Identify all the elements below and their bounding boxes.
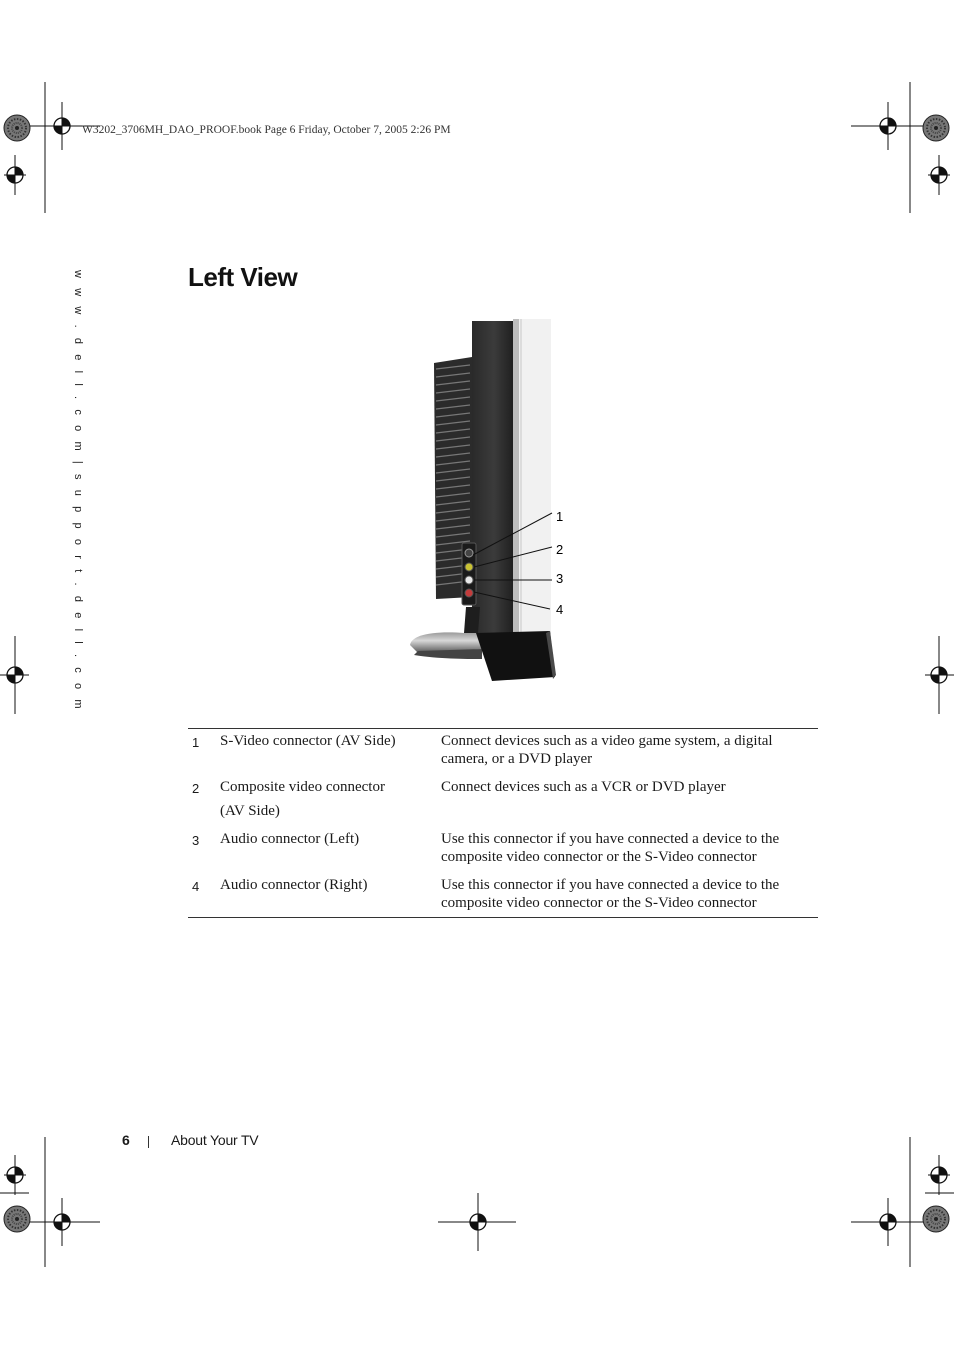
connector-name-line2: (AV Side)	[220, 803, 280, 819]
footer-section-title: About Your TV	[171, 1132, 259, 1148]
row-number: 1	[192, 735, 200, 750]
connector-name-cell	[220, 775, 441, 827]
callout-4: 4	[556, 602, 564, 617]
connector-name: S-Video connector (AV Side)	[220, 733, 396, 749]
proof-header: W3202_3706MH_DAO_PROOF.book Page 6 Friday, October 7, 2005 2:26 PM	[82, 124, 451, 136]
callout-2: 2	[556, 542, 564, 557]
connector-name: Audio connector (Left)	[220, 831, 360, 847]
table-row	[188, 729, 818, 776]
row-number: 4	[192, 879, 200, 894]
tv-left-view-illustration	[400, 315, 580, 690]
page-title: Left View	[188, 262, 298, 292]
footer-divider	[148, 1136, 149, 1148]
callout-1: 1	[556, 509, 564, 524]
callout-3: 3	[556, 571, 564, 586]
connector-description: Connect devices such as a video game system, a digital camera, or a DVD player	[441, 733, 773, 767]
connector-name: Composite video connector	[220, 779, 385, 795]
row-number: 2	[192, 781, 200, 796]
connector-table	[188, 728, 818, 918]
table-row	[188, 827, 818, 873]
connector-description: Use this connector if you have connected a device to the composite video connector or the S-Video connector	[441, 877, 780, 911]
table-row	[188, 775, 818, 827]
connector-description: Use this connector if you have connected a device to the composite video connector or the S-Video connector	[441, 831, 780, 865]
row-number: 3	[192, 833, 200, 848]
connector-description: Connect devices such as a VCR or DVD player	[441, 779, 726, 795]
connector-name: Audio connector (Right)	[220, 877, 368, 893]
page-number: 6	[122, 1132, 130, 1148]
table-row	[188, 873, 818, 918]
side-url-text: w w w . d e l l . c o m | s u p p o r t . d e l l . c o m	[72, 270, 84, 713]
